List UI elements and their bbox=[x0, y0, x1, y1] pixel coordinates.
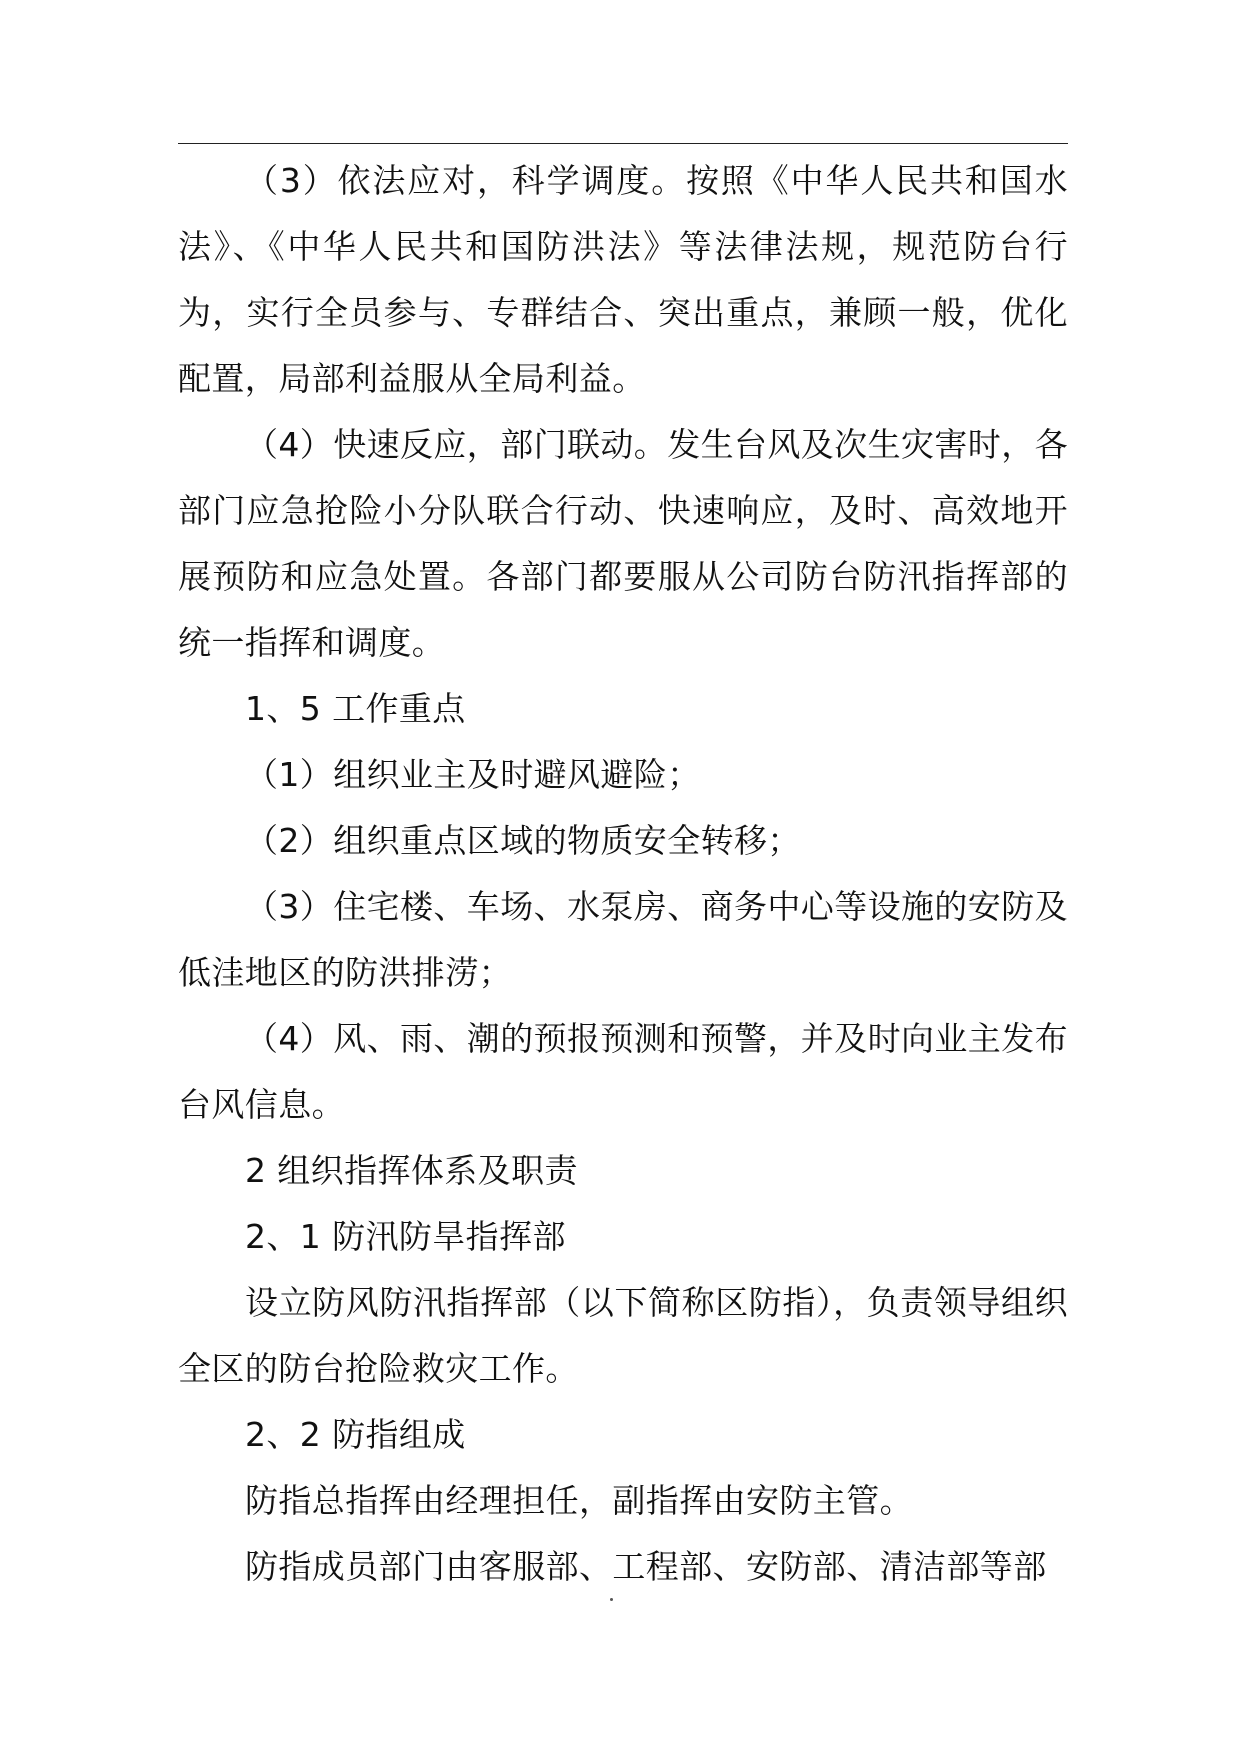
paragraph-command-members: 防指成员部门由客服部、工程部、安防部、清洁部等部 bbox=[245, 1547, 1047, 1586]
section-heading-1-5: 1、5 工作重点 bbox=[245, 689, 466, 728]
paragraph-principle-3: （3）依法应对，科学调度。按照《中华人民共和国水法》、《中华人民共和国防洪法》等法律法规，规范防台行为，实行全员参与、专群结合、突出重点，兼顾一般，优化配置，局部利益服从全局利益。 bbox=[178, 161, 1068, 398]
document-body bbox=[178, 148, 1068, 1600]
list-item-focus-2: （2）组织重点区域的物质安全转移； bbox=[245, 821, 801, 860]
header-rule bbox=[178, 143, 1068, 144]
list-item-focus-3: （3）住宅楼、车场、水泵房、商务中心等设施的安防及低洼地区的防洪排涝； bbox=[178, 887, 1068, 992]
section-heading-2-2: 2、2 防指组成 bbox=[245, 1415, 466, 1454]
paragraph-command-setup: 设立防风防汛指挥部（以下简称区防指），负责领导组织全区的防台抢险救灾工作。 bbox=[178, 1283, 1068, 1388]
list-item-focus-1: （1）组织业主及时避风避险； bbox=[245, 755, 701, 794]
footer-dot bbox=[610, 1598, 613, 1601]
section-heading-2: 2 组织指挥体系及职责 bbox=[245, 1151, 578, 1190]
section-heading-2-1: 2、1 防汛防旱指挥部 bbox=[245, 1217, 566, 1256]
paragraph-command-leaders: 防指总指挥由经理担任，副指挥由安防主管。 bbox=[245, 1481, 913, 1520]
paragraph-principle-4: （4）快速反应，部门联动。发生台风及次生灾害时，各部门应急抢险小分队联合行动、快速响应，及时、高效地开展预防和应急处置。各部门都要服从公司防台防汛指挥部的统一指挥和调度。 bbox=[178, 425, 1068, 662]
list-item-focus-4: （4）风、雨、潮的预报预测和预警，并及时向业主发布台风信息。 bbox=[178, 1019, 1068, 1124]
